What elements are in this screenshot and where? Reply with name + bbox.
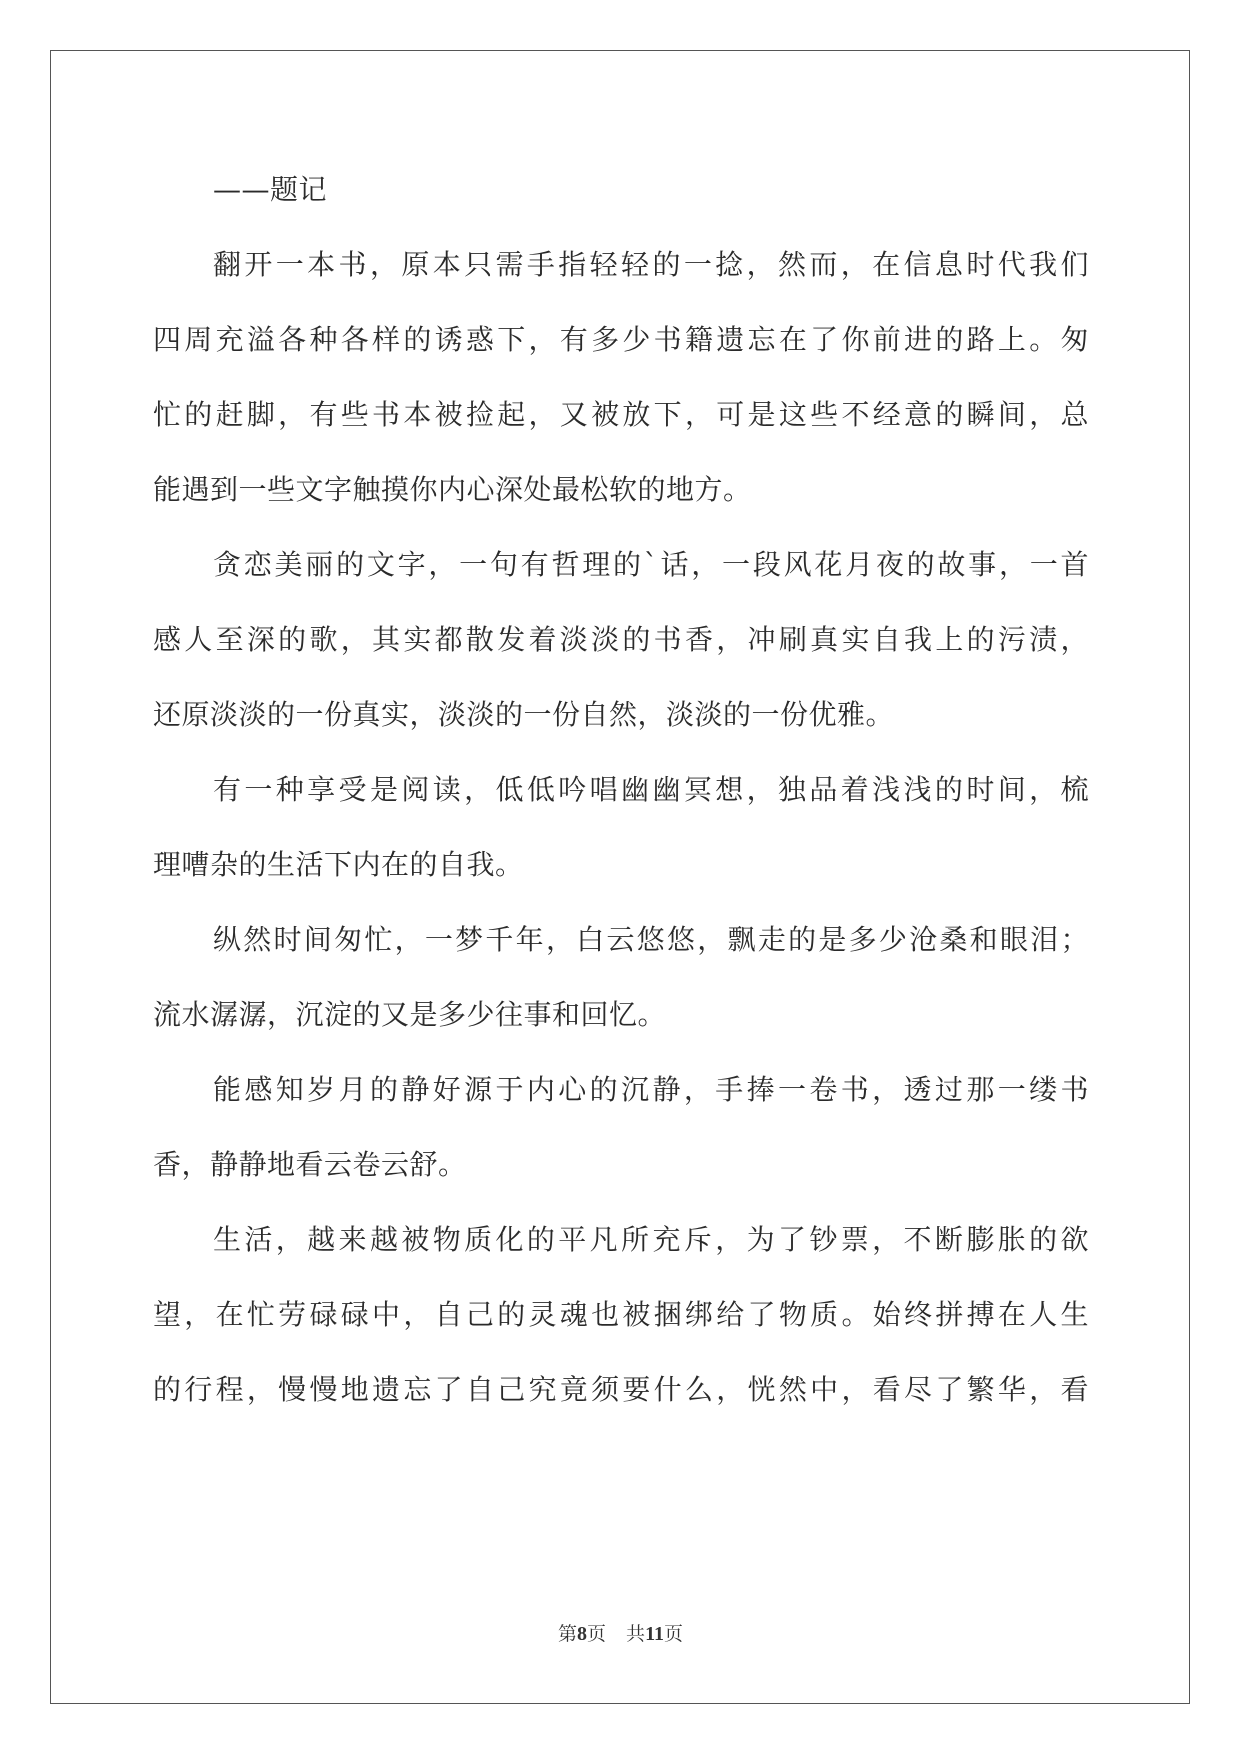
paragraph-line: 流水潺潺，沉淀的又是多少往事和回忆。 <box>153 998 667 1031</box>
paragraph-line: 感人至深的歌，其实都散发着淡淡的书香，冲刷真实自我上的污渍， <box>153 623 1089 656</box>
paragraph-line: 香，静静地看云卷云舒。 <box>153 1148 467 1181</box>
paragraph-line: 忙的赶脚，有些书本被捡起，又被放下，可是这些不经意的瞬间，总 <box>153 398 1089 431</box>
total-prefix: 共 <box>626 1623 646 1645</box>
paragraph-line: 有一种享受是阅读，低低吟唱幽幽冥想，独品着浅浅的时间，梳 <box>213 773 1089 806</box>
paragraph-line: 能遇到一些文字触摸你内心深处最松软的地方。 <box>153 473 752 506</box>
paragraph-line: 理嘈杂的生活下内在的自我。 <box>153 848 524 881</box>
total-unit: 页 <box>663 1623 683 1645</box>
paragraph-line: 能感知岁月的静好源于内心的沉静，手捧一卷书，透过那一缕书 <box>213 1073 1089 1106</box>
page-footer <box>0 1622 1241 1646</box>
page-number: 8 <box>577 1623 588 1645</box>
paragraph-line: 望，在忙劳碌碌中，自己的灵魂也被捆绑给了物质。始终拼搏在人生 <box>153 1298 1089 1331</box>
epigraph-attribution: ——题记 <box>213 173 328 206</box>
paragraph-line: 纵然时间匆忙，一梦千年，白云悠悠，飘走的是多少沧桑和眼泪； <box>213 923 1089 956</box>
paragraph-line: 还原淡淡的一份真实，淡淡的一份自然，淡淡的一份优雅。 <box>153 698 895 731</box>
body-text <box>153 152 1089 1427</box>
total-pages: 11 <box>645 1623 664 1645</box>
paragraph-line: 的行程，慢慢地遗忘了自己究竟须要什么，恍然中，看尽了繁华，看 <box>153 1373 1089 1406</box>
paragraph-line: 生活，越来越被物质化的平凡所充斥，为了钞票，不断膨胀的欲 <box>213 1223 1089 1256</box>
page-unit: 页 <box>587 1623 607 1645</box>
page-prefix: 第 <box>558 1623 578 1645</box>
paragraph-line: 四周充溢各种各样的诱惑下，有多少书籍遗忘在了你前进的路上。匆 <box>153 323 1089 356</box>
paragraph-line: 翻开一本书，原本只需手指轻轻的一捻，然而，在信息时代我们 <box>213 248 1089 281</box>
paragraph-line: 贪恋美丽的文字，一句有哲理的`话，一段风花月夜的故事，一首 <box>213 548 1089 581</box>
